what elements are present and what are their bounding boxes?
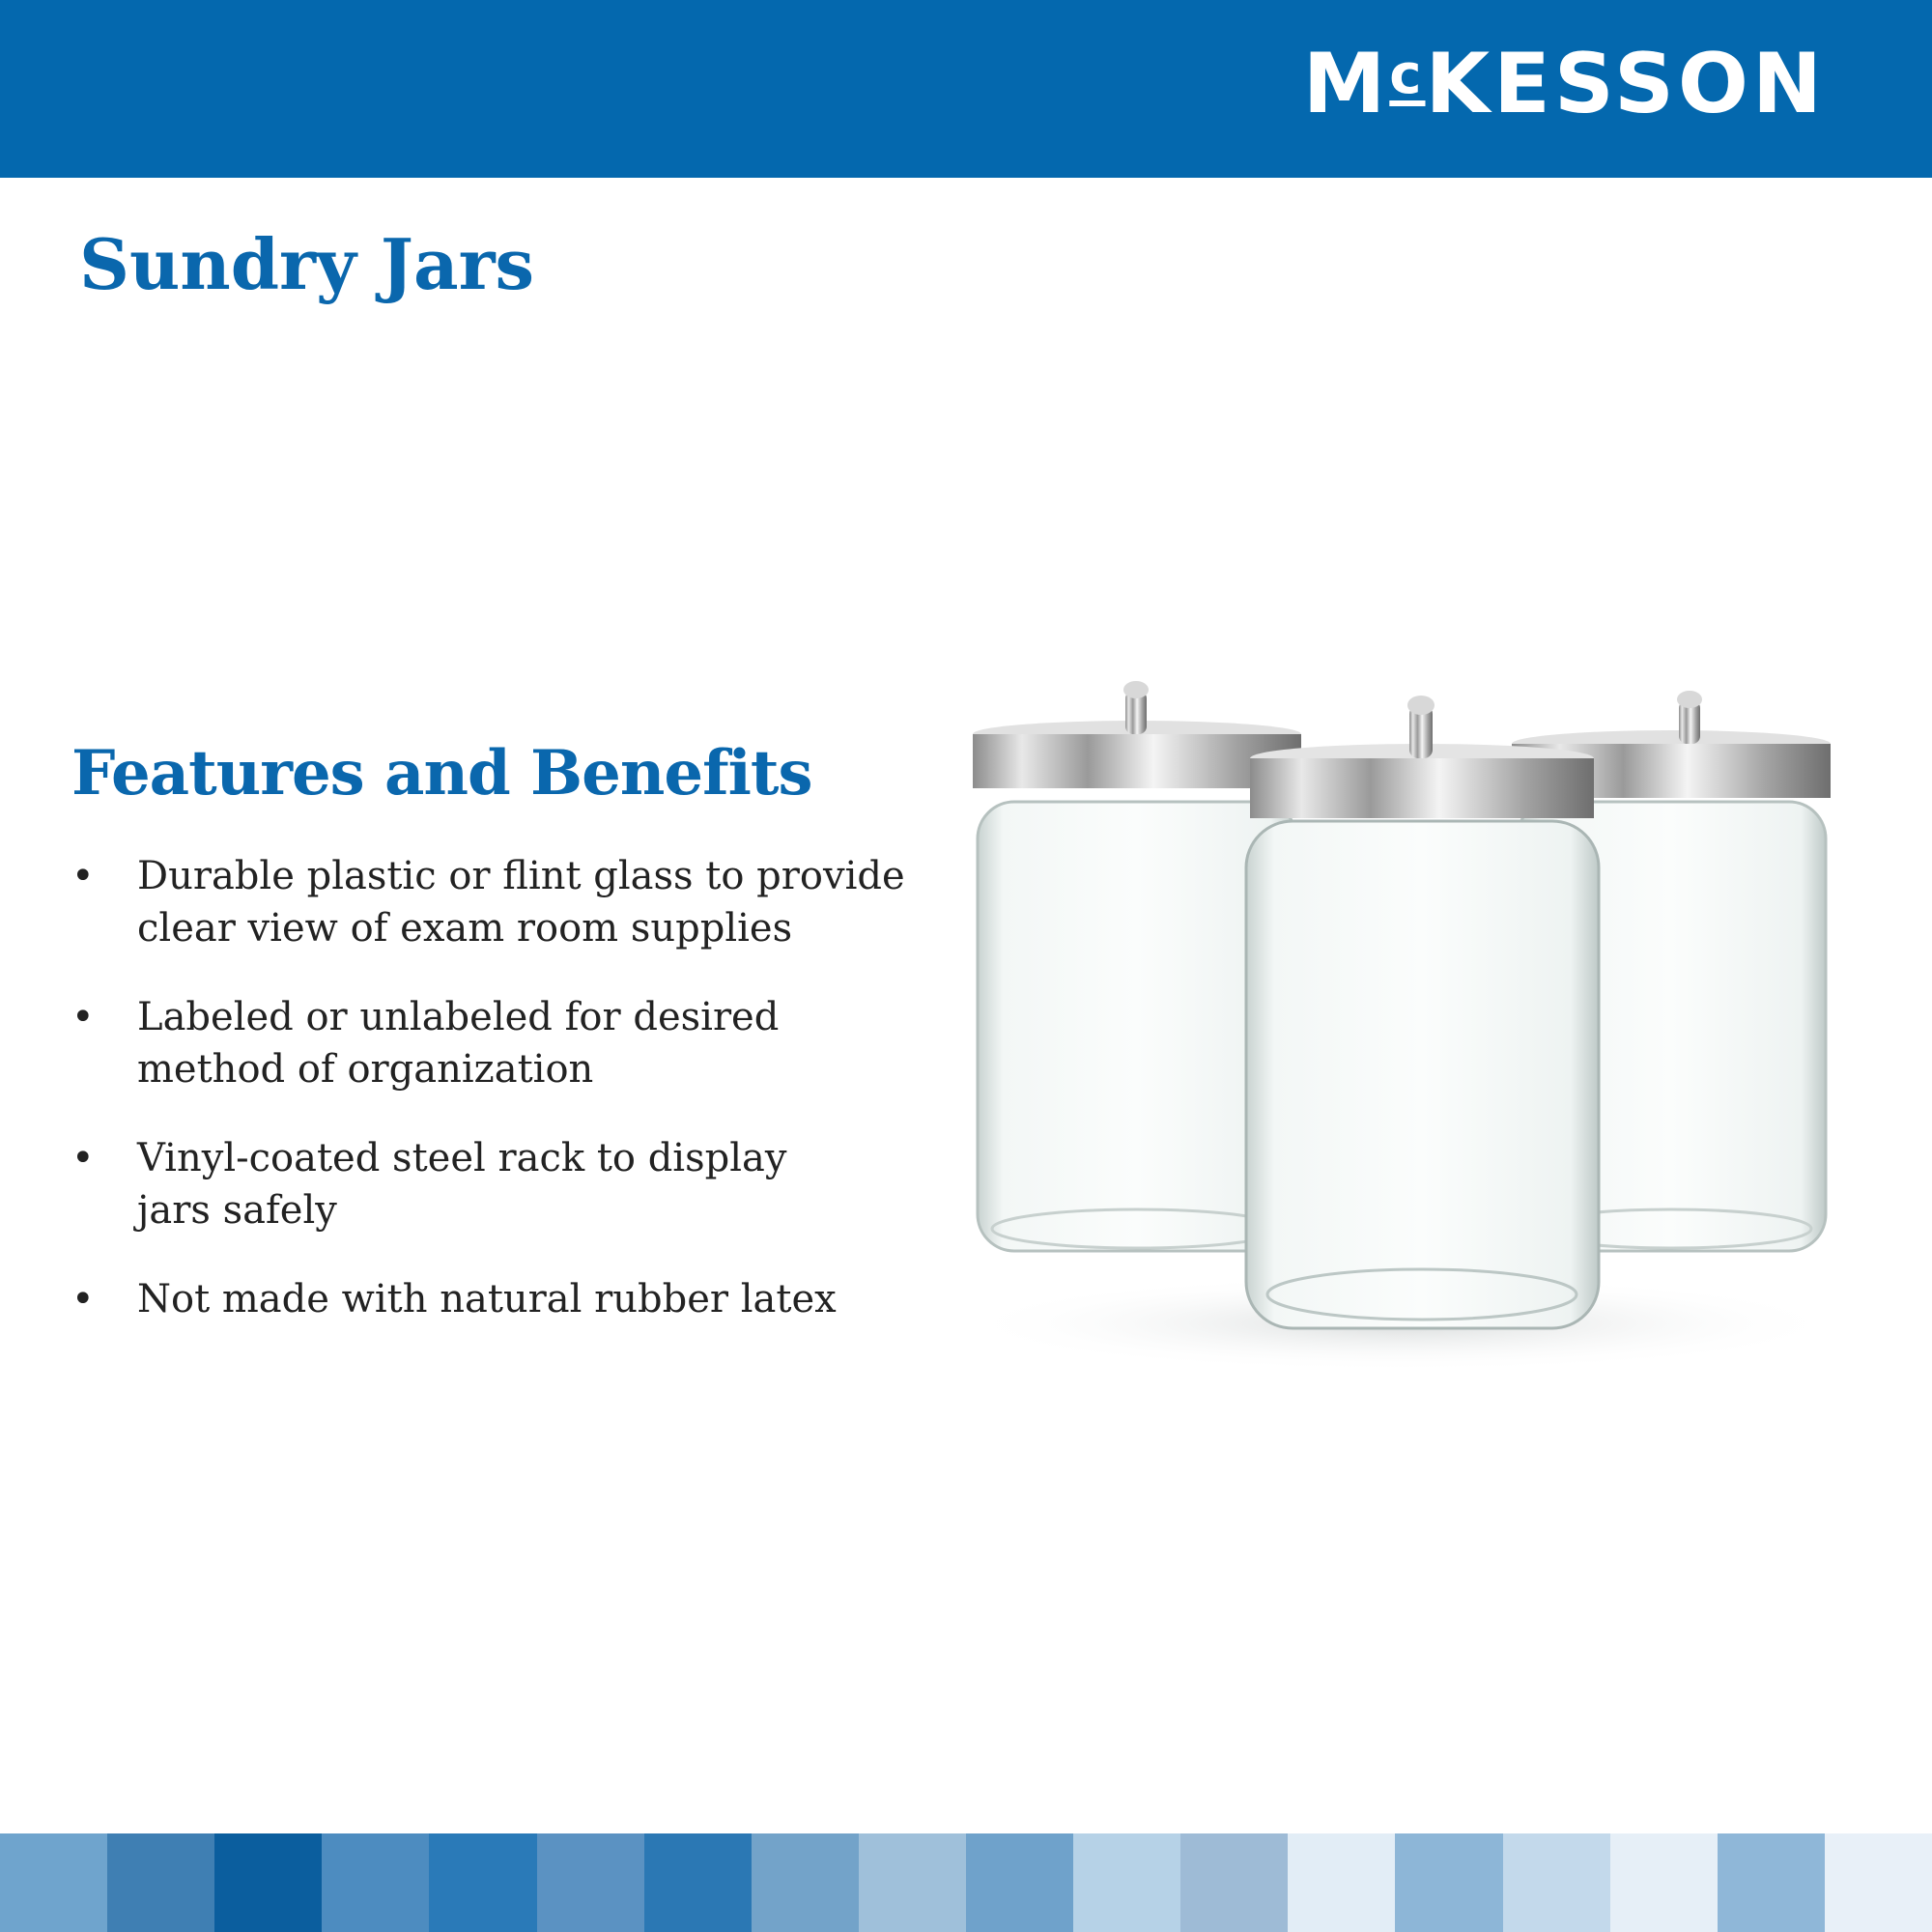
footer-tile <box>644 1833 752 1932</box>
feature-item <box>71 1273 912 1325</box>
footer-tile <box>966 1833 1073 1932</box>
feature-line: Durable plastic or flint glass to provide <box>137 854 905 898</box>
features-heading: Features and Benefits <box>71 737 812 810</box>
footer-tile <box>537 1833 644 1932</box>
footer-tile <box>1180 1833 1288 1932</box>
footer-tile <box>1395 1833 1502 1932</box>
feature-line: jars safely <box>137 1188 337 1233</box>
footer-tile <box>214 1833 322 1932</box>
feature-item <box>71 850 912 954</box>
bullet-icon: • <box>71 995 95 1039</box>
feature-line: Labeled or unlabeled for desired <box>137 995 780 1039</box>
footer-tile <box>0 1833 107 1932</box>
footer-tile <box>1073 1833 1180 1932</box>
header-bar <box>0 0 1932 178</box>
footer-tile <box>859 1833 966 1932</box>
feature-item <box>71 1132 912 1236</box>
footer-color-band <box>0 1833 1932 1932</box>
sundry-jars-image <box>927 667 1874 1381</box>
footer-tile <box>429 1833 536 1932</box>
footer-tile <box>1718 1833 1825 1932</box>
bullet-icon: • <box>71 1136 95 1180</box>
feature-line: Not made with natural rubber latex <box>137 1277 837 1321</box>
footer-tile <box>1503 1833 1610 1932</box>
footer-tile <box>1288 1833 1395 1932</box>
footer-tile <box>1610 1833 1718 1932</box>
bullet-icon: • <box>71 1277 95 1321</box>
mckesson-logo: $M^cKESSON$ <box>1302 36 1826 132</box>
feature-line: clear view of exam room supplies <box>137 906 793 951</box>
footer-tile <box>107 1833 214 1932</box>
bullet-icon: • <box>71 854 95 898</box>
page-title: Sundry Jars <box>79 223 535 305</box>
feature-line: method of organization <box>137 1047 594 1092</box>
footer-tile <box>1825 1833 1932 1932</box>
feature-line: Vinyl-coated steel rack to display <box>137 1136 787 1180</box>
footer-tile <box>322 1833 429 1932</box>
feature-item <box>71 991 912 1095</box>
features-list <box>71 850 912 1362</box>
jar-front <box>1246 696 1599 1328</box>
footer-tile <box>752 1833 859 1932</box>
